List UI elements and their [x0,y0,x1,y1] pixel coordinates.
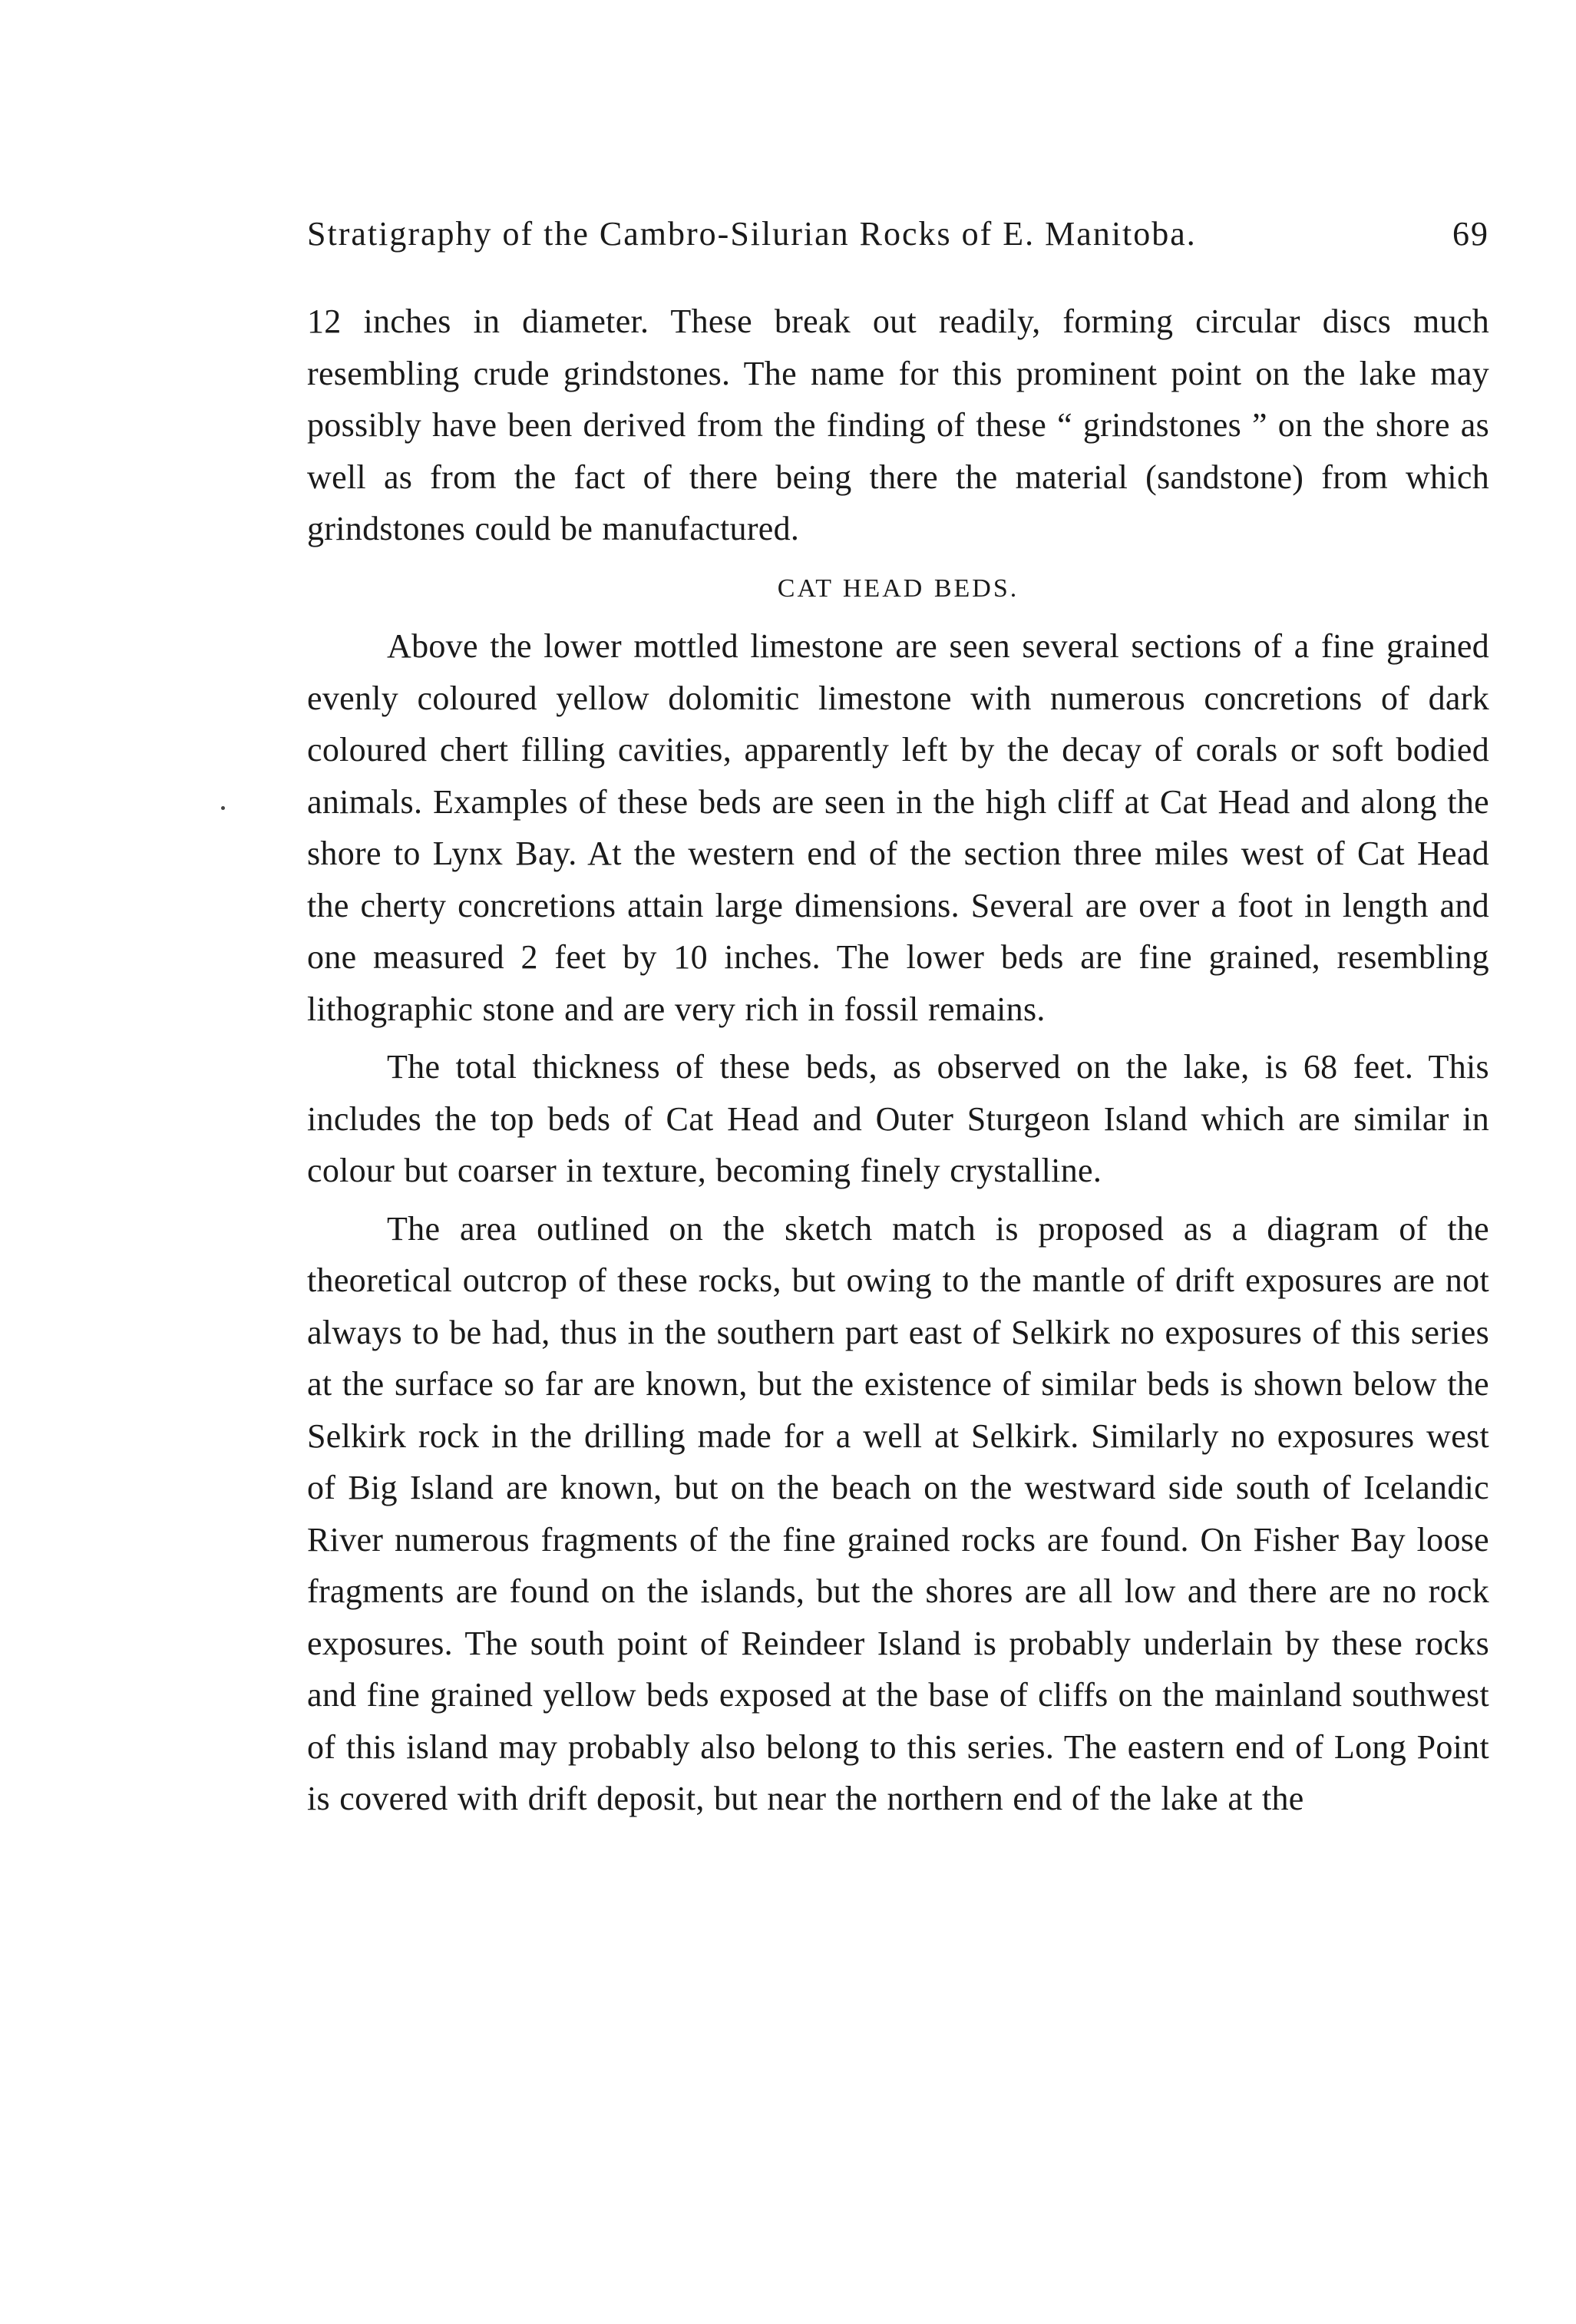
margin-speck [221,806,225,810]
paragraph-grindstones: 12 inches in diameter. These break out readily, forming circular discs much resembling crude grindstones. The name for this prominent point on the lake may possibly have been derived from the finding of these “ grindstones ” on the shore as well as from the fact of there being there the material (sandstone) from which grindstones could be manufactured. [307,302,1489,547]
paragraph-outcrop-area: The area outlined on the sketch match is proposed as a diagram of the theoretical outcrop of these rocks, but owing to the mantle of drift exposures are not always to be had, thus in the southern part east of Selkirk no exposures of this series at the surface so far are known, but the existence of similar beds is shown below the Selkirk rock in the drilling made for a well at Selkirk. Similarly no exposures west of Big Island are known, but on the beach on the westward side south of Icelandic River numerous fragments of the fine grained rocks are found. On Fisher Bay loose fragments are found on the islands, but the shores are all low and there are no rock exposures. The south point of Reindeer Island is probably underlain by these rocks and fine grained yellow beds exposed at the base of cliffs on the mainland southwest of this island may probably also belong to this series. The eastern end of Long Point is covered with drift deposit, but near the northern end of the lake at the [307,1209,1489,1817]
body-text [307,296,1489,1825]
paragraph-cat-head-beds: Above the lower mottled limestone are seen several sections of a fine grained evenly coloured yellow dolomitic limestone with numerous concretions of dark coloured chert filling cavities, apparently left by the decay of corals or soft bodied animals. Examples of these beds are seen in the high cliff at Cat Head and along the shore to Lynx Bay. At the western end of the section three miles west of Cat Head the cherty concretions attain large dimensions. Several are over a foot in length and one measured 2 feet by 10 inches. The lower beds are fine grained, resembling lithographic stone and are very rich in fossil remains. [307,627,1489,1028]
paragraph-thickness: The total thickness of these beds, as observed on the lake, is 68 feet. This includes the top beds of Cat Head and Outer Sturgeon Island which are similar in colour but coarser in texture, becoming finely crystalline. [307,1048,1489,1189]
page-number: 69 [1452,215,1489,253]
running-head [307,207,1489,261]
section-heading: CAT HEAD BEDS. [777,574,1019,603]
running-head-title: Stratigraphy of the Cambro-Silurian Rocks of E. Manitoba. [307,215,1197,253]
